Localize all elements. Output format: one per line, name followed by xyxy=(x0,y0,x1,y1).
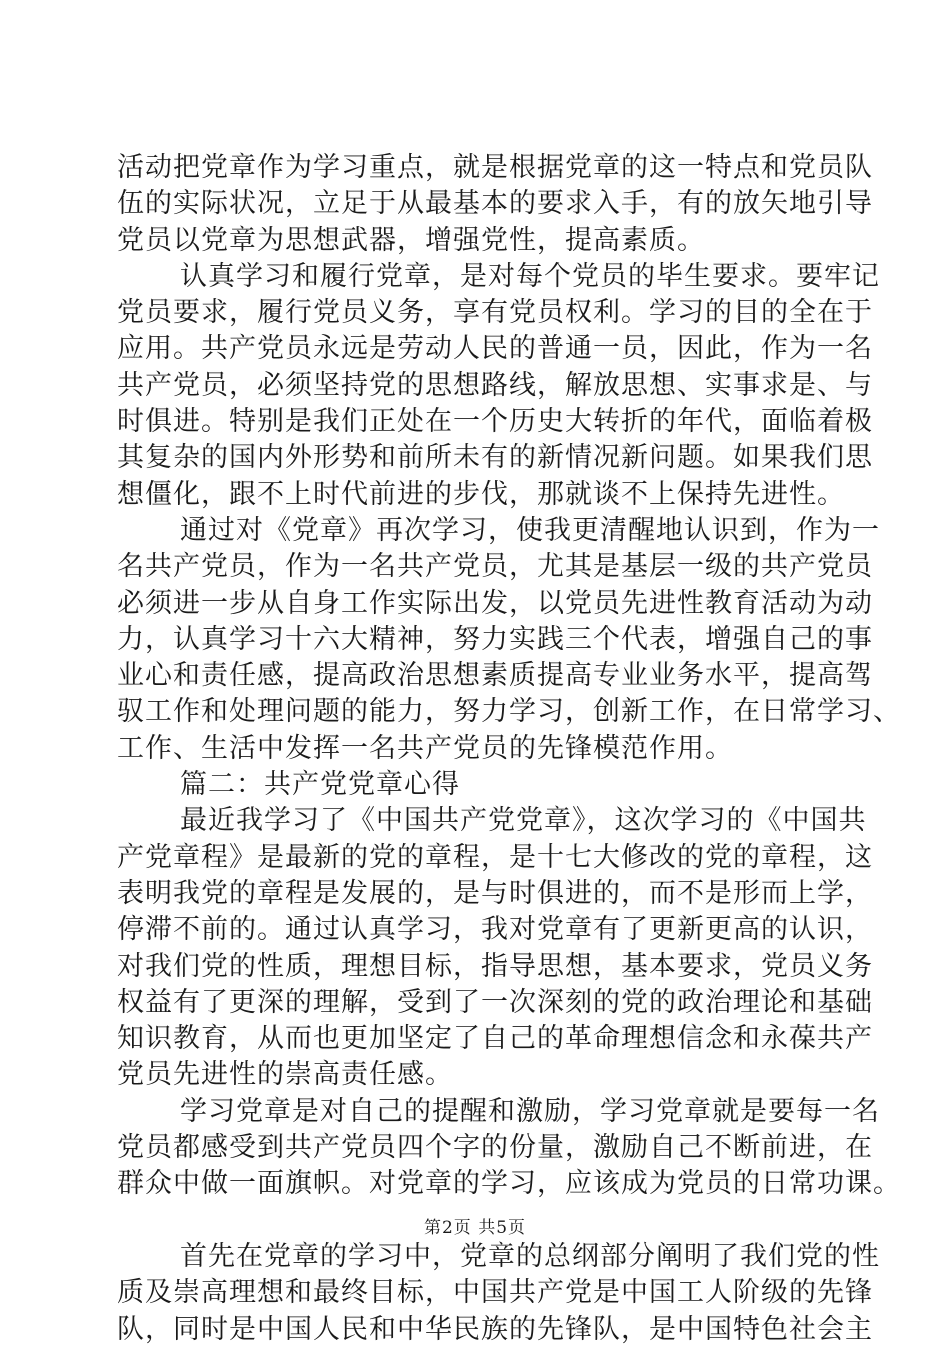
text-line: 群众中做一面旗帜。对党章的学习，应该成为党员的日常功课。 xyxy=(117,1168,901,1200)
text-line: 产党章程》是最新的党的章程，是十七大修改的党的章程，这 xyxy=(117,841,873,873)
text-line: 党员要求，履行党员义务，享有党员权利。学习的目的全在于 xyxy=(117,297,873,329)
text-line: 篇二：共产党党章心得 xyxy=(180,769,460,801)
text-line: 时俱进。特别是我们正处在一个历史大转折的年代，面临着极 xyxy=(117,406,873,438)
text-line: 对我们党的性质，理想目标，指导思想，基本要求，党员义务 xyxy=(117,950,873,982)
text-line: 必须进一步从自身工作实际出发，以党员先进性教育活动为动 xyxy=(117,587,873,619)
text-line: 共产党员，必须坚持党的思想路线，解放思想、实事求是、与 xyxy=(117,369,873,401)
text-line: 业心和责任感，提高政治思想素质提高专业业务水平，提高驾 xyxy=(117,660,873,692)
text-line: 停滞不前的。通过认真学习，我对党章有了更新更高的认识， xyxy=(117,914,873,946)
text-line: 伍的实际状况，立足于从最基本的要求入手，有的放矢地引导 xyxy=(117,188,873,220)
text-line: 最近我学习了《中国共产党党章》，这次学习的《中国共 xyxy=(180,805,867,837)
text-line: 认真学习和履行党章，是对每个党员的毕生要求。要牢记 xyxy=(180,260,880,292)
text-line: 表明我党的章程是发展的，是与时俱进的，而不是形而上学， xyxy=(117,877,873,909)
document-body xyxy=(117,150,901,1348)
text-line: 驭工作和处理问题的能力，努力学习，创新工作，在日常学习、 xyxy=(117,696,901,728)
text-line: 其复杂的国内外形势和前所未有的新情况新问题。如果我们思 xyxy=(117,442,873,474)
text-line: 力，认真学习十六大精神，努力实践三个代表，增强自己的事 xyxy=(117,623,873,655)
text-line: 首先在党章的学习中，党章的总纲部分阐明了我们党的性 xyxy=(180,1240,880,1272)
page-footer: 第2页 共5页 xyxy=(423,1218,527,1238)
text-line: 工作、生活中发挥一名共产党员的先锋模范作用。 xyxy=(117,732,733,764)
text-line: 权益有了更深的理解，受到了一次深刻的党的政治理论和基础 xyxy=(117,986,873,1018)
text-line: 质及崇高理想和最终目标，中国共产党是中国工人阶级的先锋 xyxy=(117,1277,873,1309)
text-line: 活动把党章作为学习重点，就是根据党章的这一特点和党员队 xyxy=(117,152,873,183)
text-line: 应用。共产党员永远是劳动人民的普通一员，因此，作为一名 xyxy=(117,333,873,365)
text-line: 党员以党章为思想武器，增强党性，提高素质。 xyxy=(117,224,705,256)
text-line: 名共产党员，作为一名共产党员，尤其是基层一级的共产党员 xyxy=(117,551,873,583)
text-line: 通过对《党章》再次学习，使我更清醒地认识到，作为一 xyxy=(180,514,880,546)
text-line: 队，同时是中国人民和中华民族的先锋队，是中国特色社会主 xyxy=(117,1313,873,1345)
text-line: 学习党章是对自己的提醒和激励，学习党章就是要每一名 xyxy=(180,1095,880,1127)
text-line: 党员都感受到共产党员四个字的份量，激励自己不断前进，在 xyxy=(117,1132,873,1164)
text-line: 想僵化，跟不上时代前进的步伐，那就谈不上保持先进性。 xyxy=(117,478,845,510)
text-line: 知识教育，从而也更加坚定了自己的革命理想信念和永葆共产 xyxy=(117,1023,873,1055)
text-line: 党员先进性的崇高责任感。 xyxy=(117,1059,453,1091)
